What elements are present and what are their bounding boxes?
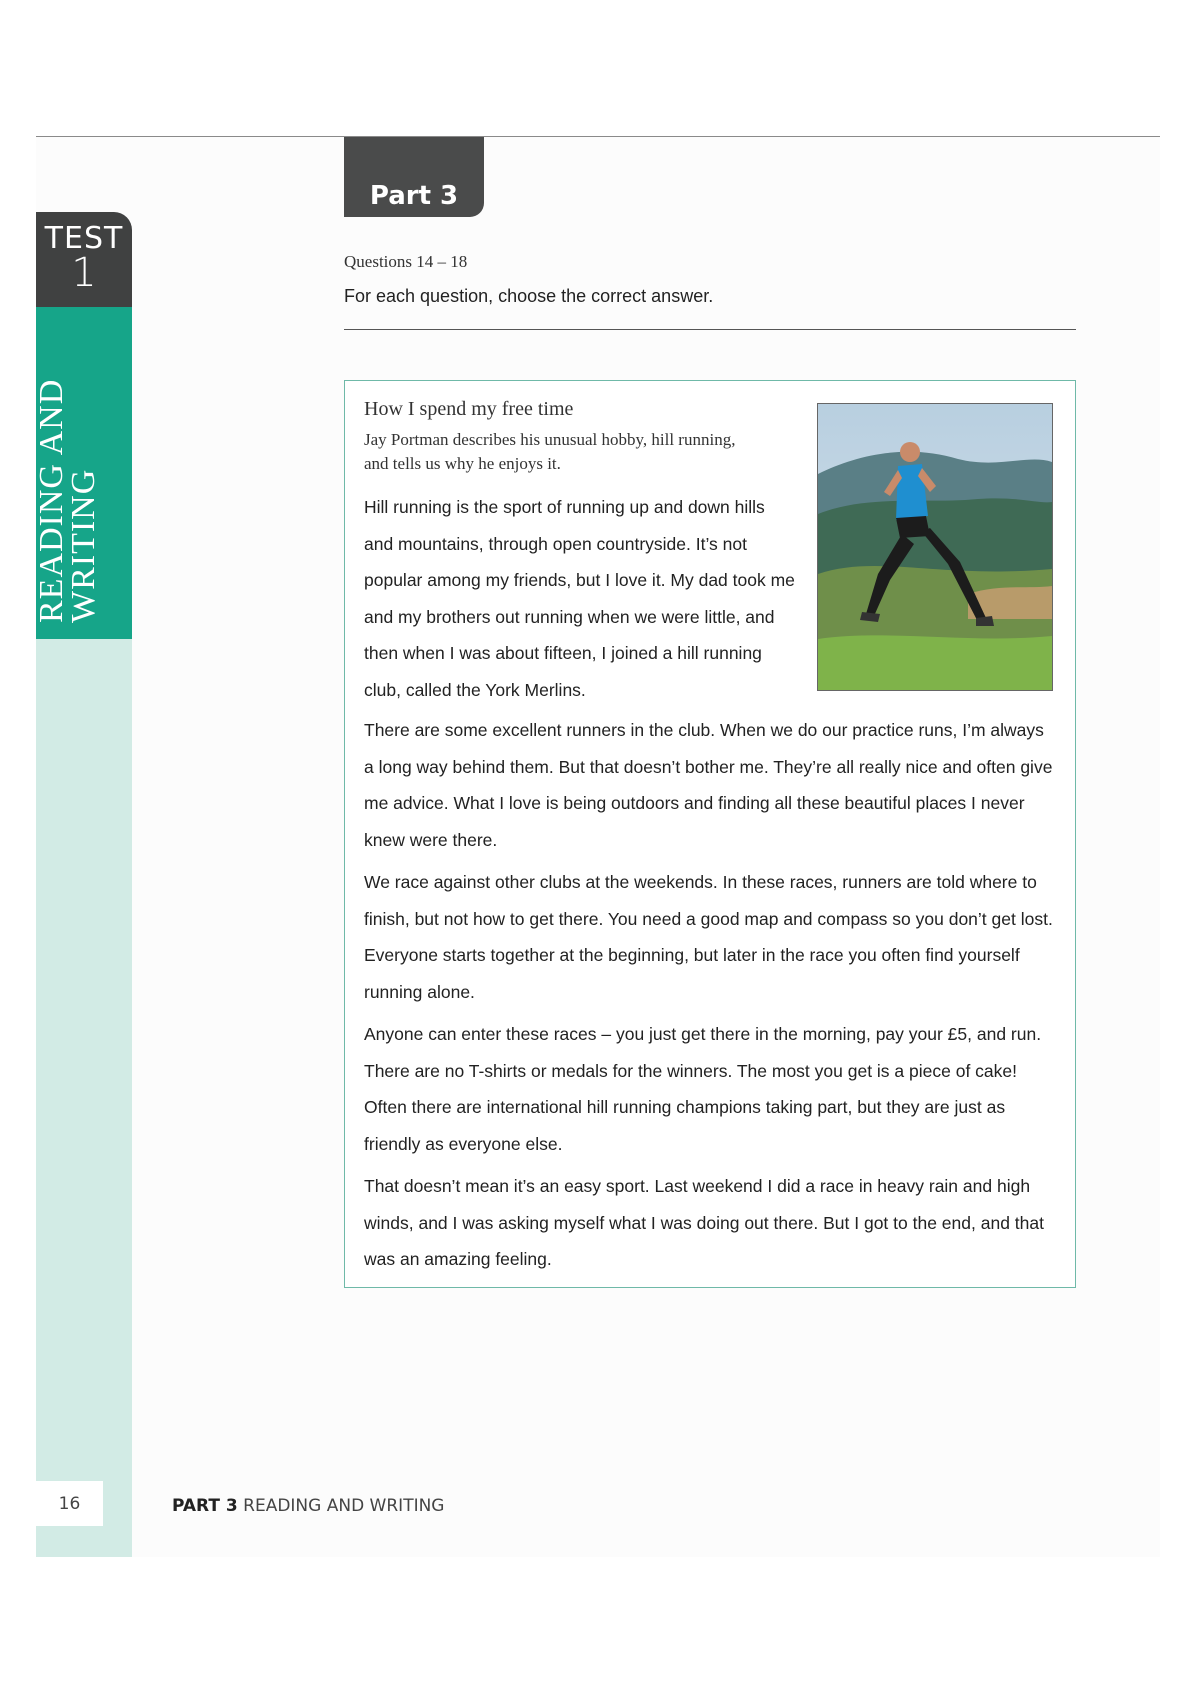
page-number: 16 bbox=[36, 1481, 103, 1526]
section-label bbox=[33, 323, 132, 623]
footer-part: PART 3 bbox=[172, 1496, 238, 1516]
article-title: How I spend my free time bbox=[364, 398, 574, 420]
top-divider bbox=[36, 136, 1160, 137]
article-paragraph-5: That doesn’t mean it’s an easy sport. Last weekend I did a race in heavy rain and high winds, and I was asking myself what I was doing out there. But I got to the end, and that was an amazing feeling. bbox=[364, 1176, 1044, 1269]
runner-photo bbox=[817, 403, 1053, 691]
footer-section: READING AND WRITING bbox=[237, 1496, 445, 1516]
test-badge bbox=[36, 212, 132, 307]
instruction-divider bbox=[344, 329, 1076, 330]
sidebar-strip bbox=[36, 639, 132, 1557]
article-subtitle: Jay Portman describes his unusual hobby, hill running, and tells us why he enjoys it. bbox=[364, 430, 736, 473]
article-paragraph-2: There are some excellent runners in the club. When we do our practice runs, I’m always a long way behind them. But that doesn’t bother me. They’re all really nice and often give me advice. What I love is being outdoors and finding all these beautiful places I never knew were there. bbox=[364, 720, 1053, 850]
article-paragraph-4: Anyone can enter these races – you just get there in the morning, pay your £5, and run. There are no T-shirts or medals for the winners. The most you get is a piece of cake! Often there are international hill running champions taking part, but they are just as friendly as everyone else. bbox=[364, 1024, 1042, 1154]
article-paragraph-1: Hill running is the sport of running up and down hills and mountains, through open countryside. It’s not popular among my friends, but I love it. My dad took me and my brothers out running when we were little, and then when I was about fifteen, I joined a hill running club, called the York Merlins. bbox=[364, 497, 795, 700]
part-tab: Part 3 bbox=[344, 137, 484, 217]
section-label-line1: READING AND bbox=[33, 378, 70, 623]
footer-section-label bbox=[172, 1496, 444, 1516]
article-paragraph-3: We race against other clubs at the weekends. In these races, runners are told where to finish, but not how to get there. You need a good map and compass so you don’t get lost. Everyone starts together at the beginning, but later in the race you often find yourself running alone. bbox=[364, 872, 1053, 1002]
questions-range: Questions 14 – 18 bbox=[344, 252, 468, 271]
test-number: 1 bbox=[71, 250, 97, 296]
test-label: TEST bbox=[44, 221, 124, 256]
instruction-text: For each question, choose the correct answer. bbox=[344, 286, 714, 306]
section-label-line2: WRITING bbox=[65, 468, 102, 623]
